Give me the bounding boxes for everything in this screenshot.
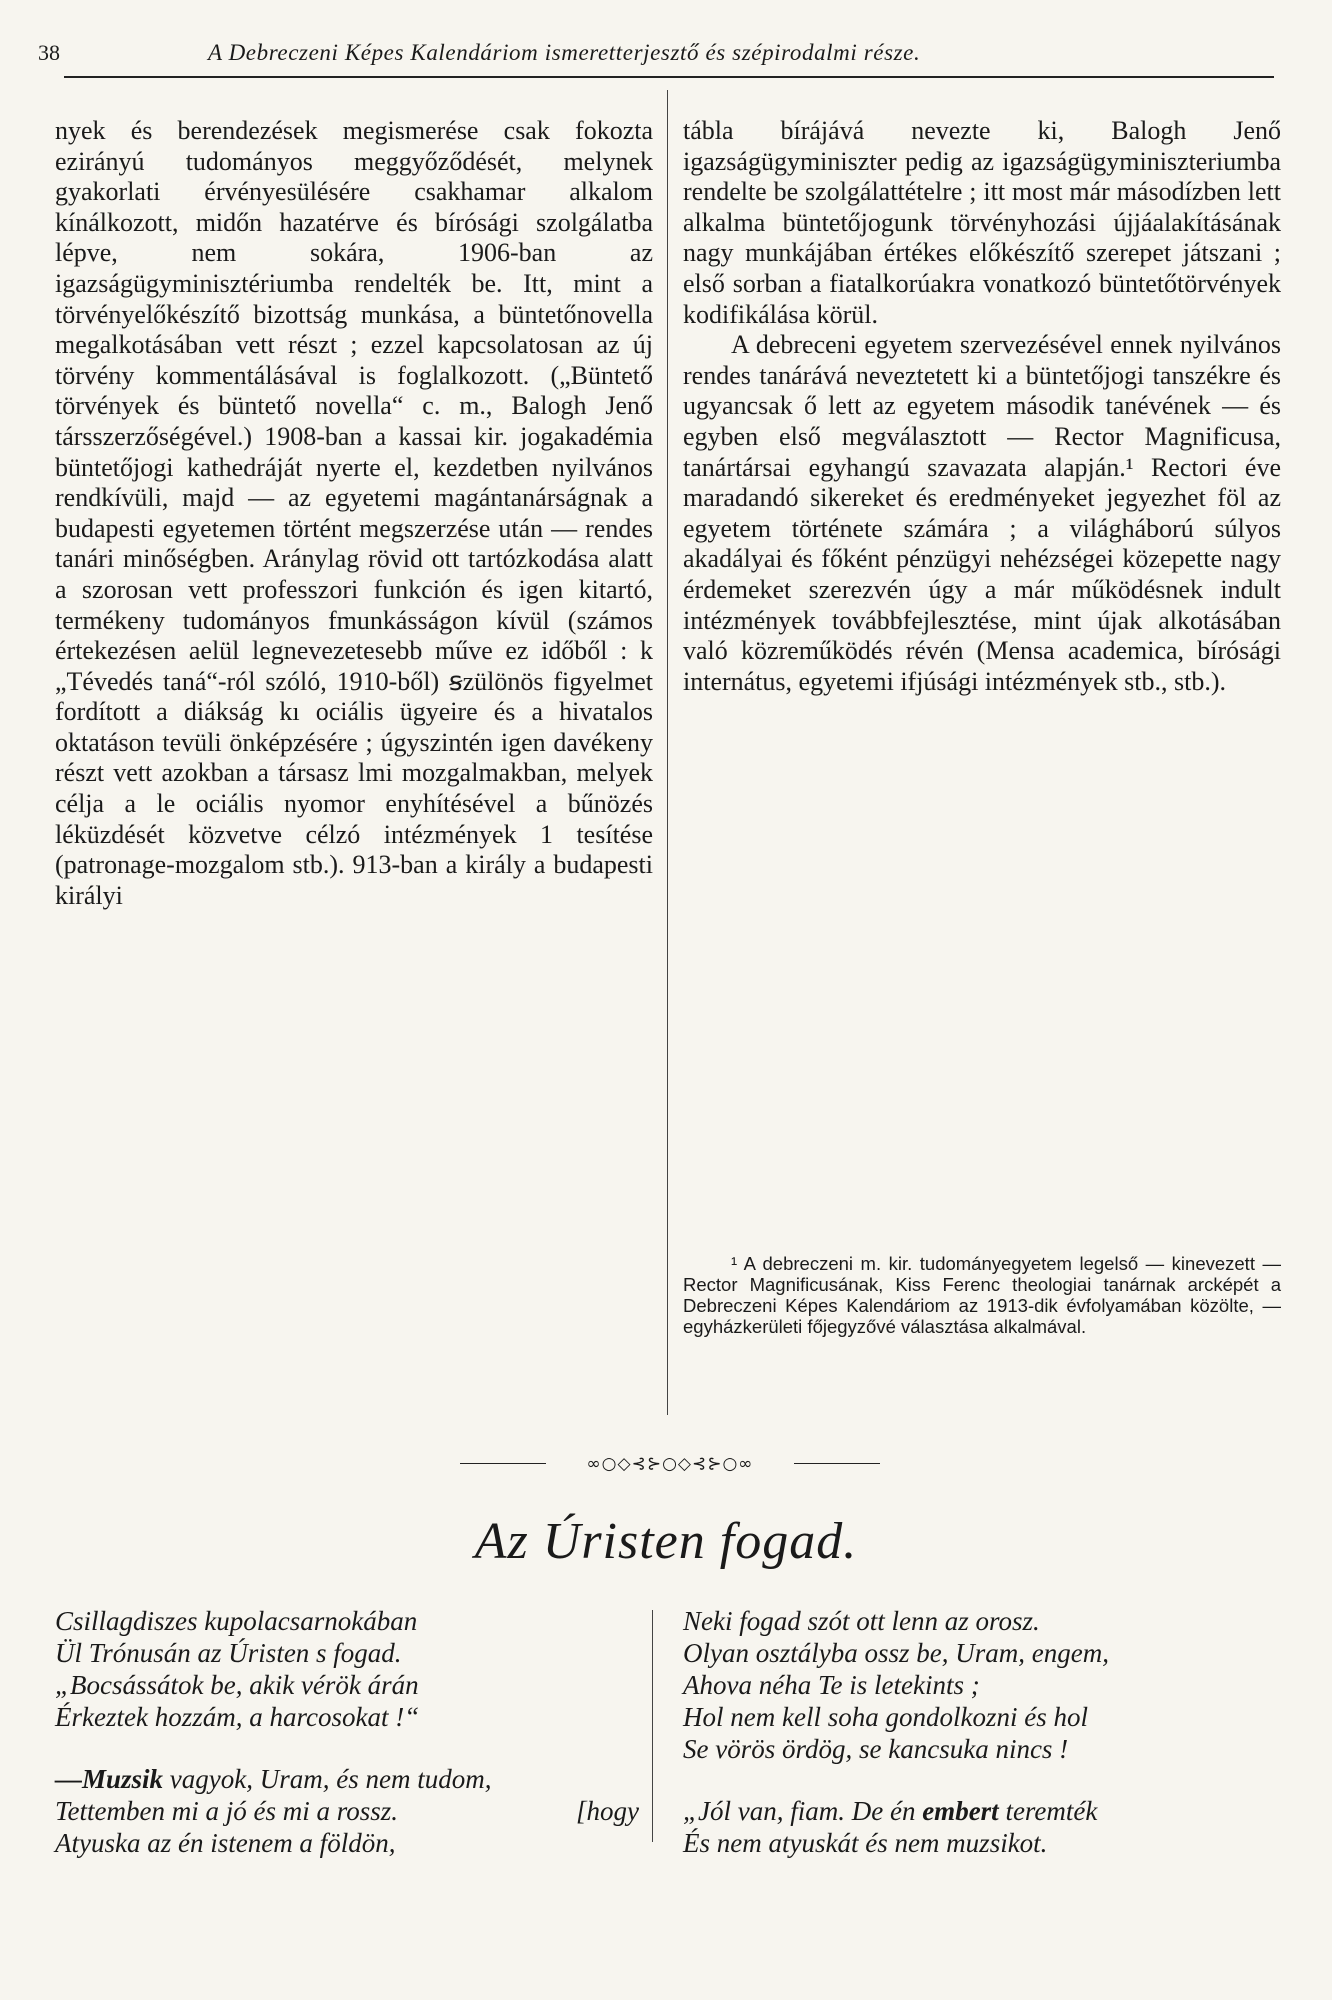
header-rule (64, 76, 1274, 78)
poem-carryover: [hogy (576, 1796, 639, 1826)
poem-line (55, 1763, 655, 1795)
poem-line: És nem atyuskát és nem muzsikot. (683, 1828, 1048, 1858)
poem-line: Atyuska az én istenem a földön, (55, 1828, 396, 1858)
stanza-gap (55, 1733, 655, 1763)
poem-line: Olyan osztályba ossz be, Uram, engem, (683, 1638, 1109, 1668)
poem-line: „Bocsássátok be, akik vérök árán (55, 1670, 419, 1700)
poem-line: Ahova néha Te is letekints ; (683, 1670, 980, 1700)
ornament-glyphs: ∞○◇⊰⊱○◇⊰⊱○∞ (586, 1454, 754, 1474)
poem-line: Hol nem kell soha gondolkozni és hol (683, 1702, 1088, 1732)
running-title: A Debreczeni Képes Kalendáriom ismeretterjesztő és szépirodalmi része. (208, 40, 921, 65)
left-column (55, 116, 653, 911)
poem-title: Az Úristen fogad. (474, 1513, 858, 1570)
poem-line: Ül Trónusán az Úristen s fogad. (55, 1638, 402, 1668)
poem-line: Neki fogad szót ott lenn az orosz. (683, 1606, 1040, 1636)
section-ornament (460, 1452, 880, 1476)
stanza-gap (683, 1765, 1283, 1795)
ornament-line-right (794, 1463, 880, 1464)
poem-left-column (55, 1605, 655, 1859)
poem-line-rest: vagyok, Uram, és nem tudom, (163, 1764, 492, 1794)
poem-line-text: Tettemben mi a jó és mi a rossz. (55, 1796, 399, 1826)
right-column (683, 116, 1281, 697)
poem-line-end: teremték (998, 1796, 1098, 1826)
ornament-line-left (460, 1463, 546, 1464)
poem-right-column (683, 1605, 1283, 1859)
poem-line (55, 1795, 655, 1827)
poem-line: Érkeztek hozzám, a harcosokat !“ (55, 1702, 420, 1732)
poem-line-start: „Jól van, fiam. De én (683, 1796, 923, 1826)
poem-bold-word: embert (922, 1796, 999, 1826)
poem-bold-word: —Muzsik (55, 1764, 164, 1794)
left-column-text: nyek és berendezések megismerése csak fokozta ezirányú tudományos meggyőződését, melynek gyakorlati érvényesülésére csakhamar alkalom kínálkozott, midőn hazatérve és bírósági szolgálatba lépve, nem sokára, 1906-ban az igazságügyminisztériumba rendelték be. Itt, mint a törvényelőkészítő bizottság munkása, a büntetőnovella megalkotásában vett részt ; ezzel kapcsolatosan az új törvény kommentálásával is foglalkozott. („Büntető törvények és büntető novella“ c. m., Balogh Jenő társszerzőségével.) 1908-ban a kassai kir. jogakadémia büntetőjogi kathedráját nyerte el, kezdetben nyilvános rendkívüli, majd — az egyetemi magántanárságnak a budapesti egyetemen történt megszerzése után — rendes tanári minőségben. Aránylag rövid ott tartózkodása alatt a szorosan vett professzori funkción és igen kitartó, termékeny tudományos fmunkásságon kívül (számos értekezésen aelül legnevezetesebb műve ez időből : k „Tévedés taná“-ról szóló, 1910-ből) ꞩzülönös figyelmet fordított a diákság kı ociális ügyeire és a hivatalos oktatáson tevüli önképzésére ; úgyszintén igen davékeny részt vett azokban a társasz lmi mozgalmakban, melyek célja a le ociális nyomor enyhítésével a bűnözés léküzdését közvetve célzó intézmények 1 tesítése (patronage-mozgalom stb.). 913-ban a király a budapesti királyi (55, 116, 653, 910)
poem-line: Se vörös ördög, se kancsuka nincs ! (683, 1734, 1069, 1764)
column-divider (667, 90, 668, 1415)
poem-line (683, 1795, 1283, 1827)
page-number: 38 (38, 40, 60, 65)
footnote: ¹ A debreczeni m. kir. tudományegyetem legelső — kinevezett —Rector Magnificusának, Kiss Ferenc theologiai tanárnak arcképét a Debreczeni Képes Kalendáriom az 1913-dik évfolyamában közölte, — egyházkerületi főjegyzővé választása alkalmával. (683, 1253, 1281, 1337)
right-paragraph-2: A debreceni egyetem szervezésével ennek nyilvános rendes tanárává neveztetett ki a büntetőjogi tanszékre és ugyancsak ő lett az egyetem második tanévének — és egyben első megválasztott — Rector Magnificusa, tanártársai egyhangú szavazata alapján.¹ Rectori éve maradandó sikereket és eredményeket jegyezhet föl az egyetem története számára ; a világháború súlyos akadályai és főként pénzügyi nehézségei közepette nagy érdemeket szerezvén úgy a már működésnek indult intézmények továbbfejlesztése, mint újak alkotásában való közreműködés révén (Mensa academica, bírósági internátus, egyetemi ifjúsági intézmények stb., stb.). (683, 330, 1281, 696)
poem-line: Csillagdiszes kupolacsarnokában (55, 1606, 418, 1636)
right-paragraph-1: tábla bírájává nevezte ki, Balogh Jenő igazságügyminiszter pedig az igazságügyminiszteriumba rendelte be szolgálattételre ; itt most már másodízben lett alkalma büntetőjogunk törvényhozási újjáalakításának nagy munkájában értékes előkészítő szerepet játszani ; első sorban a fiatalkorúakra vonatkozó büntetőtörvények kodifikálása körül. (683, 116, 1281, 329)
running-header (38, 38, 1278, 72)
